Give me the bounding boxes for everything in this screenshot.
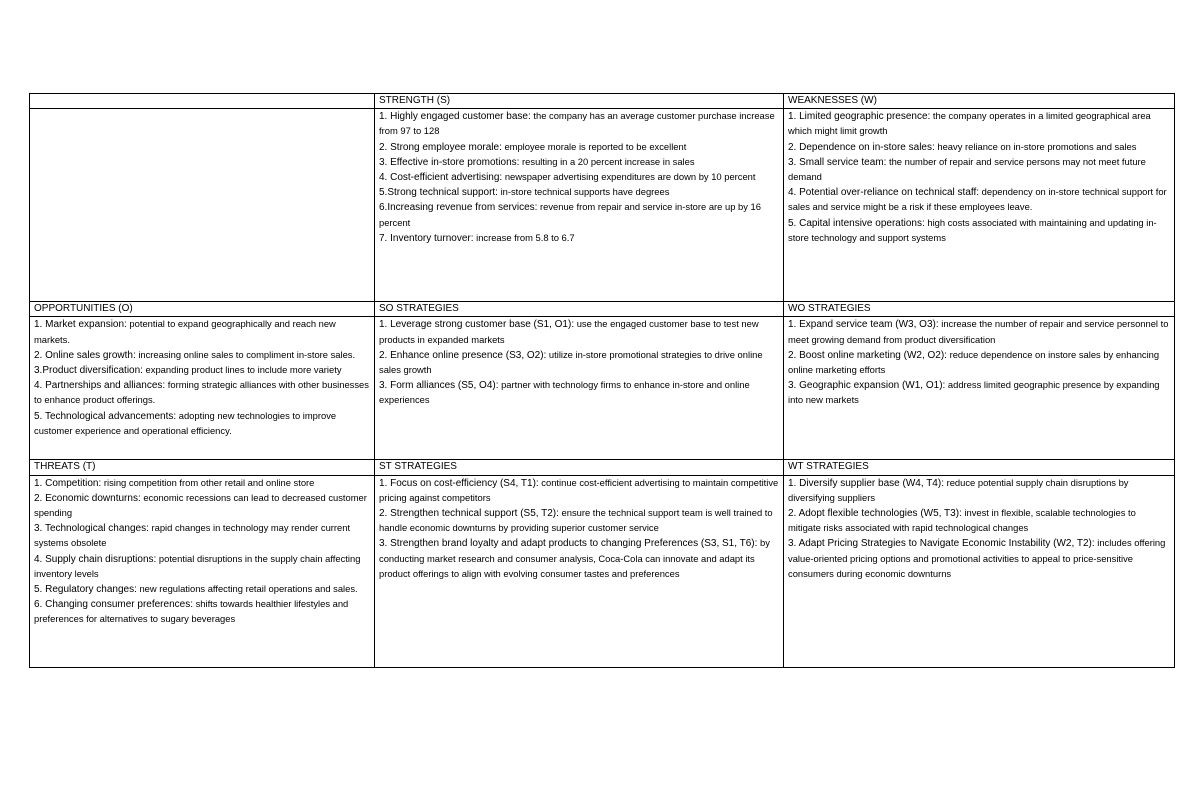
header-row-3 <box>30 460 1175 475</box>
list-item <box>379 378 779 408</box>
list-item <box>788 185 1170 215</box>
item-lead: 6.Increasing revenue from services: <box>379 202 538 214</box>
opportunities-header-cell: OPPORTUNITIES (O) <box>30 302 375 317</box>
content-row-1 <box>30 109 1175 302</box>
item-lead: 7. Inventory turnover: <box>379 232 474 244</box>
item-lead: 3. Geographic expansion (W1, O1): <box>788 380 946 392</box>
wt-strategies-header-cell: WT STRATEGIES <box>784 460 1175 475</box>
list-item <box>34 348 370 363</box>
list-item <box>379 231 779 246</box>
item-lead: 1. Limited geographic presence: <box>788 111 931 123</box>
item-description: continue cost-efficient advertising to maintain competitive pricing against competitors <box>379 476 779 503</box>
item-lead: 1. Diversify supplier base (W4, T4): <box>788 477 944 489</box>
item-lead: 1. Focus on cost-efficiency (S4, T1): <box>379 477 539 489</box>
list-item <box>34 582 370 597</box>
wo-strategies-header-cell: WO STRATEGIES <box>784 302 1175 317</box>
list-item <box>379 155 779 170</box>
item-description: shifts towards healthier lifestyles and preferences for alternatives to sugary beverages <box>34 598 349 625</box>
list-item <box>788 378 1170 408</box>
list-item <box>788 506 1170 536</box>
list-item <box>34 363 370 378</box>
content-row-3 <box>30 475 1175 667</box>
item-description: by conducting market research and consumer analysis, Coca-Cola can innovate and adapt its product offerings to align with evolving consumer tastes and preferences <box>379 537 770 579</box>
list-item <box>788 216 1170 246</box>
st-strategies-header-cell: ST STRATEGIES <box>375 460 784 475</box>
list-item <box>788 476 1170 506</box>
item-description: expanding product lines to include more variety <box>142 364 342 376</box>
item-lead: 5. Regulatory changes: <box>34 584 137 596</box>
item-lead: 4. Cost-efficient advertising: <box>379 172 503 184</box>
so-strategies-header-cell: SO STRATEGIES <box>375 302 784 317</box>
item-description: forming strategic alliances with other businesses to enhance product offerings. <box>34 379 369 406</box>
empty-cell <box>30 109 375 302</box>
list-item <box>788 317 1170 347</box>
header-row-1 <box>30 94 1175 109</box>
corner-header-cell <box>30 94 375 109</box>
swot-matrix-table <box>29 93 1175 668</box>
list-item <box>379 317 779 347</box>
list-item <box>379 348 779 378</box>
item-description: increase the number of repair and service personnel to meet growing demand from product diversification <box>788 318 1169 345</box>
item-lead: 2. Economic downturns: <box>34 492 141 504</box>
item-description: employee morale is reported to be excellent <box>501 140 687 152</box>
list-item <box>379 506 779 536</box>
item-lead: 5. Technological advancements: <box>34 410 177 422</box>
item-lead: 2. Online sales growth: <box>34 349 136 361</box>
item-description: dependency on in-store technical support for sales and service might be a risk if these employees leave. <box>788 186 1167 213</box>
list-item <box>788 140 1170 155</box>
list-item <box>34 378 370 408</box>
item-description: rapid changes in technology may render current systems obsolete <box>34 522 351 549</box>
so-strategies-list <box>375 317 784 460</box>
item-lead: 1. Expand service team (W3, O3): <box>788 319 939 331</box>
list-item <box>379 200 779 230</box>
item-lead: 1. Highly engaged customer base: <box>379 111 531 123</box>
list-item <box>379 109 779 139</box>
item-description: invest in flexible, scalable technologies to mitigate risks associated with rapid technological changes <box>788 507 1136 534</box>
item-description: adopting new technologies to improve customer experience and operational efficiency. <box>34 409 337 436</box>
item-lead: 2. Strengthen technical support (S5, T2): <box>379 508 559 520</box>
list-item <box>379 536 779 582</box>
item-description: the company has an average customer purchase increase from 97 to 128 <box>379 110 775 137</box>
item-description: address limited geographic presence by expanding into new markets <box>788 379 1160 406</box>
item-description: economic recessions can lead to decreased customer spending <box>34 491 367 519</box>
threats-list <box>30 475 375 667</box>
list-item <box>788 536 1170 582</box>
list-item <box>34 491 370 521</box>
item-lead: 6. Changing consumer preferences: <box>34 599 193 611</box>
item-description: ensure the technical support team is well trained to handle economic downturns by providing superior customer service <box>379 507 773 534</box>
item-description: new regulations affecting retail operations and sales. <box>136 583 358 595</box>
item-lead: 4. Potential over-reliance on technical staff: <box>788 187 980 199</box>
item-description: potential disruptions in the supply chain affecting inventory levels <box>34 552 361 579</box>
item-description: the number of repair and service persons may not meet future demand <box>788 155 1146 183</box>
item-lead: 4. Partnerships and alliances: <box>34 380 166 392</box>
item-lead: 3. Small service team: <box>788 156 887 168</box>
item-lead: 2. Strong employee morale: <box>379 141 502 153</box>
item-lead: 4. Supply chain disruptions: <box>34 553 157 565</box>
item-description: resulting in a 20 percent increase in sales <box>519 155 695 167</box>
item-lead: 3. Form alliances (S5, O4): <box>379 380 499 392</box>
list-item <box>788 348 1170 378</box>
item-description: includes offering value-oriented pricing options and promotional activities to appeal to price-sensitive consumers during economic downturns <box>788 537 1166 579</box>
item-description: utilize in-store promotional strategies to drive online sales growth <box>379 348 763 376</box>
opportunities-list <box>30 317 375 460</box>
content-row-2 <box>30 317 1175 460</box>
threats-header-cell: THREATS (T) <box>30 460 375 475</box>
item-lead: 5.Strong technical support: <box>379 187 498 199</box>
item-description: increasing online sales to compliment in-store sales. <box>135 348 356 360</box>
item-lead: 2. Boost online marketing (W2, O2): <box>788 349 947 361</box>
item-description: heavy reliance on in-store promotions and sales <box>934 140 1137 152</box>
item-description: potential to expand geographically and reach new markets. <box>34 318 336 345</box>
item-lead: 1. Market expansion: <box>34 319 127 331</box>
list-item <box>34 317 370 347</box>
item-description: high costs associated with maintaining and updating in-store technology and support systems <box>788 216 1157 243</box>
item-description: in-store technical supports have degrees <box>497 186 670 198</box>
item-description: partner with technology firms to enhance in-store and online experiences <box>379 379 750 406</box>
item-description: revenue from repair and service in-store are up by 16 percent <box>379 201 761 228</box>
wo-strategies-list <box>784 317 1175 460</box>
list-item <box>34 476 370 491</box>
item-lead: 3. Technological changes: <box>34 523 149 535</box>
item-description: increase from 5.8 to 6.7 <box>473 231 575 243</box>
item-lead: 3. Strengthen brand loyalty and adapt products to changing Preferences (S3, S1, T6): <box>379 538 758 550</box>
item-lead: 3.Product diversification: <box>34 365 143 377</box>
item-description: reduce dependence on instore sales by enhancing online marketing efforts <box>788 348 1160 376</box>
item-description: the company operates in a limited geographical area which might limit growth <box>788 110 1151 137</box>
list-item <box>34 521 370 551</box>
list-item <box>379 140 779 155</box>
item-lead: 3. Adapt Pricing Strategies to Navigate Economic Instability (W2, T2): <box>788 538 1095 550</box>
st-strategies-list <box>375 475 784 667</box>
weaknesses-list <box>784 109 1175 302</box>
list-item <box>788 155 1170 185</box>
item-description: use the engaged customer base to test new products in expanded markets <box>379 318 759 345</box>
item-lead: 3. Effective in-store promotions: <box>379 156 520 168</box>
strength-header-cell: STRENGTH (S) <box>375 94 784 109</box>
list-item <box>34 409 370 439</box>
item-description: newspaper advertising expenditures are down by 10 percent <box>502 171 756 183</box>
list-item <box>34 552 370 582</box>
item-lead: 1. Competition: <box>34 477 102 489</box>
item-lead: 5. Capital intensive operations: <box>788 217 925 229</box>
list-item <box>34 597 370 627</box>
list-item <box>379 476 779 506</box>
item-description: rising competition from other retail and online store <box>101 476 315 488</box>
item-description: reduce potential supply chain disruptions by diversifying suppliers <box>788 476 1129 503</box>
list-item <box>788 109 1170 139</box>
item-lead: 2. Dependence on in-store sales: <box>788 141 935 153</box>
item-lead: 2. Enhance online presence (S3, O2): <box>379 349 547 361</box>
list-item <box>379 185 779 200</box>
item-lead: 2. Adopt flexible technologies (W5, T3): <box>788 508 962 520</box>
strengths-list <box>375 109 784 302</box>
header-row-2 <box>30 302 1175 317</box>
item-lead: 1. Leverage strong customer base (S1, O1): <box>379 319 575 331</box>
list-item <box>379 170 779 185</box>
weaknesses-header-cell: WEAKNESSES (W) <box>784 94 1175 109</box>
wt-strategies-list <box>784 475 1175 667</box>
